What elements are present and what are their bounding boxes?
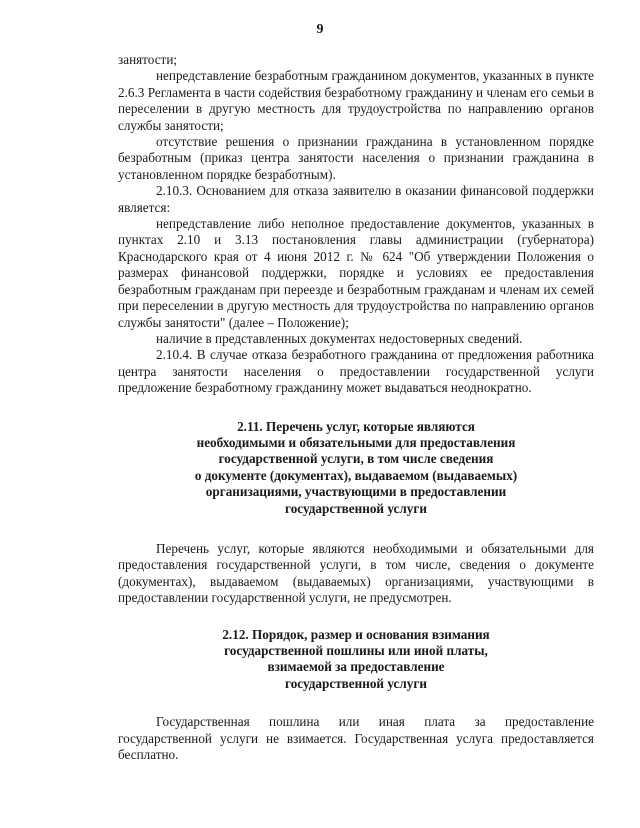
- section-2-12-heading: [118, 627, 594, 693]
- heading-line: взимаемой за предоставление: [267, 659, 445, 675]
- heading-line: 2.11. Перечень услуг, которые являются: [237, 418, 475, 434]
- heading-line: 2.12. Порядок, размер и основания взимания: [222, 626, 490, 642]
- paragraph: 2.10.4. В случае отказа безработного гражданина от предложения работника центра занятости населения о предоставлении государственной услуги предложение безработному гражданину может выдаваться неоднократно.: [118, 347, 594, 396]
- heading-line: необходимыми и обязательными для предоставления: [196, 434, 516, 450]
- heading-line: о документе (документах), выдаваемом (выдаваемых): [194, 467, 518, 483]
- page-number: 9: [316, 22, 324, 37]
- paragraph: отсутствие решения о признании гражданина в установленном порядке безработным (приказ центра занятости населения о признании гражданина в установленном порядке безработным).: [118, 134, 594, 182]
- paragraph: занятости;: [118, 52, 178, 67]
- paragraph: непредставление безработным гражданином документов, указанных в пункте 2.6.3 Регламента в части содействия безработному гражданину и членам его семьи в переселении в другую местность для трудоустройства по направлению органов службы занятости;: [118, 68, 594, 133]
- section-2-11-heading: [118, 419, 594, 517]
- heading-line: организациями, участвующими в предоставлении: [205, 484, 507, 500]
- heading-line: государственной услуги, в том числе сведения: [218, 451, 494, 467]
- paragraph: 2.10.3. Основанием для отказа заявителю в оказании финансовой поддержки является:: [118, 183, 594, 215]
- heading-line: государственной услуги: [285, 500, 427, 516]
- heading-line: государственной пошлины или иной платы,: [224, 643, 488, 658]
- heading-line: государственной услуги: [285, 675, 427, 691]
- paragraph: наличие в представленных документах недостоверных сведений.: [156, 330, 523, 346]
- section-2-12-body: Государственная пошлина или иная плата за предоставление государственной услуги не взимается. Государственная услуга предоставляется бесплатно.: [118, 714, 594, 763]
- paragraph: непредставление либо неполное предоставление документов, указанных в пунктах 2.10 и 3.13 постановления главы администрации (губернатора) Краснодарского края от 4 июня 2012 г. № 624 "Об утверждении Положения о размерах финансовой поддержки, порядке и условиях ее предоставления безработным гражданам при переезде и безработным гражданам и членам их семей при переселении в другую местность для трудоустройства по направлению органов службы занятости" (далее – Положение);: [118, 216, 594, 330]
- page-content: [118, 52, 594, 763]
- section-2-11-body: Перечень услуг, которые являются необходимыми и обязательными для предоставления государственной услуги, в том числе, сведения о документе (документах), выдаваемом (выдаваемых) организациями, участвующими в предоставлении государственной услуги, не предусмотрен.: [118, 540, 594, 606]
